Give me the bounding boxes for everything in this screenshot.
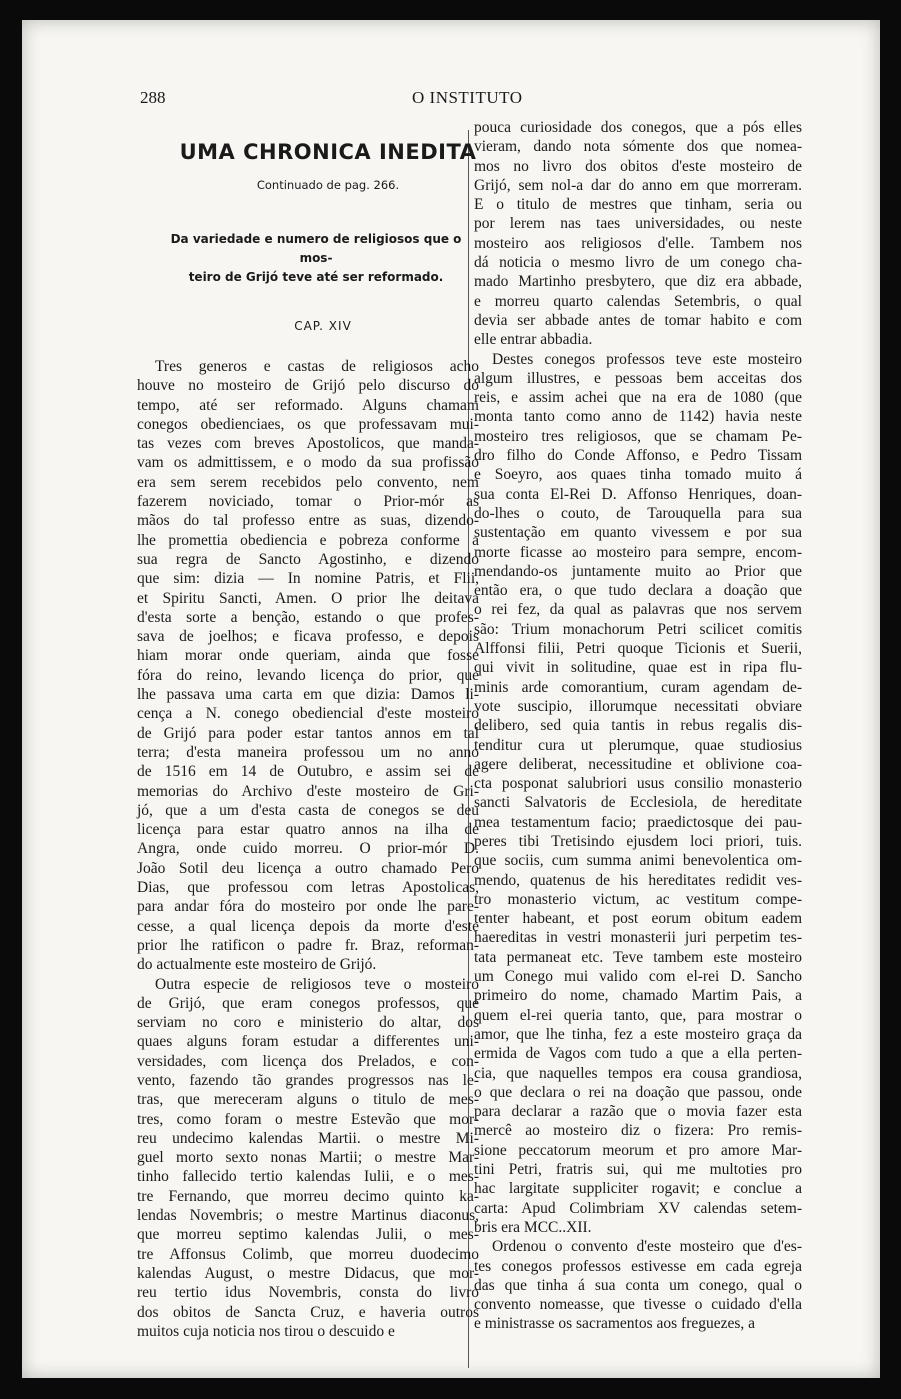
text-line: tempo, até ser reformado. Alguns chamam — [137, 396, 479, 414]
text-line: para declarar a razão que o movia fazer esta — [474, 1103, 802, 1121]
text-line: mercê ao mosteiro diz o fizera: Pro remis- — [474, 1122, 802, 1140]
text-line: tas vezes com breves Apostolicos, que manda- — [137, 435, 479, 453]
text-line: d'esta sorte a benção, estando o que profes- — [137, 608, 479, 626]
text-line: do actualmente este mosteiro de Grijó. — [137, 956, 377, 974]
article-title: UMA CHRONICA INEDITA — [179, 140, 477, 164]
text-line: tinho fallecido tertio kalendas Iulii, e o mes- — [137, 1168, 479, 1186]
text-line: et Spiritu Sancti, Amen. O prior lhe deitava — [137, 589, 479, 607]
text-line: vieram, dando nota sómente dos que nomea- — [474, 138, 802, 156]
text-line: vote suscipio, illorumque necessitati obviare — [474, 697, 802, 715]
text-line: haereditas in vestri monasterii juri perpetim tes- — [474, 929, 802, 947]
text-line: então era, o que tudo declara a doação que — [474, 582, 802, 600]
text-line: conegos obedienciaes, os que professavam mui- — [137, 415, 479, 433]
text-line: mos no livro dos obitos d'este mosteiro de — [474, 157, 802, 175]
text-line: reis, e assim achei que na era de 1080 (que — [474, 389, 802, 407]
text-line: lendas Novembris; o mestre Martinus diaconus, — [137, 1207, 479, 1225]
text-line: cença a N. conego obediencial d'este mosteiro — [137, 705, 479, 723]
right-paragraph-3 — [474, 1237, 802, 1333]
text-line: cta posponat salubriori usus consilio monasterio — [474, 775, 802, 793]
text-line: minis arde comorantium, curam agendam de- — [474, 678, 802, 696]
text-line: terra; d'esta maneira professou um no anno — [137, 743, 479, 761]
right-paragraph-1 — [474, 118, 802, 350]
text-line: era sem serem recebidos pelo convento, nem — [137, 473, 479, 491]
text-line: tenter habeant, et post eorum obitum eadem — [474, 910, 802, 928]
text-line: agere deliberat, necessitudine et oblivione coa- — [474, 755, 802, 773]
text-line: o rei fez, da qual as palavras que nos servem — [474, 601, 802, 619]
left-column — [137, 128, 479, 1341]
text-line: Dias, que professou com letras Apostolicas, — [137, 879, 479, 897]
text-line: tes conegos professos estivesse em cada egreja — [474, 1257, 802, 1275]
text-line: Grijó, sem nol-a dar do anno em que morreram. — [474, 176, 802, 194]
text-line: Ordenou o convento d'este mosteiro que d'es- — [492, 1238, 802, 1256]
text-line: e Soeyro, aos quaes tinha tomado muito á — [474, 466, 802, 484]
text-line: devia ser abbade antes de tomar habito e com — [474, 311, 802, 329]
text-line: Tres generos e castas de religiosos acho — [155, 358, 479, 375]
journal-title: O INSTITUTO — [412, 88, 523, 107]
continued-note: Continuado de pag. 266. — [256, 178, 400, 192]
text-line: mosteiro tres religiosos, que se chamam Pe- — [474, 427, 802, 445]
text-line: algum illustres, e pessoas bem acceitas dos — [474, 369, 802, 387]
text-line: quem el-rei queria tanto, que, para mostrar o — [474, 1006, 802, 1024]
text-line: E o titulo de mestres que tinham, seria ou — [474, 196, 802, 214]
text-line: qui vivit in solitudine, quae est in ripa flu- — [474, 659, 802, 677]
section-title — [153, 230, 479, 287]
text-line: sione peccatorum meorum et pro amore Mar- — [474, 1141, 802, 1159]
text-line: por lerem nas taes universidades, ou neste — [474, 215, 802, 233]
text-line: morte ficasse ao mosteiro para sempre, encom- — [474, 543, 802, 561]
text-line: primeiro do nome, chamado Martim Pais, a — [474, 987, 802, 1005]
text-line: serviam no coro e ministerio do altar, dos — [137, 1014, 479, 1032]
text-line: Outra especie de religiosos teve o mosteiro — [155, 975, 479, 993]
text-line: o que declara o rei na doação que passou, onde — [474, 1083, 802, 1101]
text-line: cia, que naquelles tempos era cousa grandiosa, — [474, 1064, 802, 1082]
text-line: reu undecimo kalendas Martii. o mestre Mi- — [137, 1129, 479, 1147]
text-line: tras, que mereceram alguns o titulo de mes- — [137, 1091, 479, 1109]
text-line: peres tibi Tretisindo ejusdem loci priori, tuis. — [474, 832, 802, 850]
right-paragraph-2 — [474, 350, 802, 1238]
text-line: licença para estar quatro annos na ilha de — [137, 821, 479, 839]
text-line: que sim: dizia — In nomine Patris, et Flii, — [137, 570, 479, 588]
text-line: e morreu quarto calendas Setembris, o qual — [474, 292, 802, 310]
text-line: de Grijó, que eram conegos professos, que — [137, 994, 479, 1012]
section-title-line: Da variedade e numero de religiosos que o mos- — [170, 232, 462, 265]
text-line: memorias do Archivo d'este mosteiro de Gri- — [137, 782, 479, 800]
text-line: Destes conegos professos teve este mosteiro — [492, 350, 802, 368]
text-line: ermida de Vagos com tudo a que a ella perten- — [474, 1045, 802, 1063]
text-line: amor, que lhe tinha, fez a este mosteiro graça da — [474, 1025, 802, 1043]
text-line: kalendas August, o mestre Didacus, que mor- — [137, 1264, 479, 1282]
text-line: dos obitos de Sancta Cruz, e haveria outros — [137, 1303, 479, 1321]
text-line: um Conego mui valido com el-rei D. Sancho — [474, 968, 802, 986]
text-line: mea testamentum facio; praedictosque dei pau- — [474, 813, 802, 831]
text-line: versidades, com licença dos Prelados, e con- — [137, 1052, 479, 1070]
page-number: 288 — [140, 88, 166, 107]
section-title-line: teiro de Grijó teve até ser reformado. — [188, 270, 444, 284]
text-line: tata permaneat etc. Teve tambem este mosteiro — [474, 948, 802, 966]
text-line: delibero, sed quia tantis in rebus regalis dis- — [474, 717, 802, 735]
text-line: dro filho do Conde Affonso, e Pedro Tissam — [474, 447, 802, 465]
text-line: que morreu septimo kalendas Julii, o mes- — [137, 1226, 479, 1244]
text-line: tini Petri, fratris sui, qui me multoties pro — [474, 1161, 802, 1179]
text-line: sava de joelhos; e ficava professo, e depois — [137, 628, 479, 646]
text-line: vam os admittissem, e o modo da sua profissão — [137, 454, 479, 472]
text-line: houve no mosteiro de Grijó pelo discurso do — [137, 377, 479, 395]
text-line: do-lhes o couto, de Tarouquella para sua — [474, 504, 802, 522]
text-line: das que tinha á sua conta um conego, qual o — [474, 1276, 802, 1294]
running-head — [22, 88, 880, 112]
text-line: hac largitate suppliciter rogavit; e conclue a — [474, 1180, 802, 1198]
text-line: Angra, onde cuido morreu. O prior-mór D. — [137, 840, 479, 858]
text-line: quaes alguns foram estudar a differentes uni- — [137, 1033, 479, 1051]
text-line: tre Affonsus Colimb, que morreu duodecimo — [137, 1245, 479, 1263]
text-line: sua regra de Sancto Agostinho, e dizendo — [137, 550, 479, 568]
text-line: guel morto sexto nonas Martii; o mestre Mar- — [137, 1149, 479, 1167]
text-line: sustentação em quanto vivessem e por sua — [474, 524, 802, 542]
text-line: sua conta El-Rei D. Affonso Henriques, doan- — [474, 485, 802, 503]
chapter-heading: CAP. XIV — [294, 319, 352, 333]
text-line: cesse, a qual licença depois da morte d'este — [137, 917, 479, 935]
text-line: sancti Salvatoris de Ecclesiola, de hereditate — [474, 794, 802, 812]
text-line: de Grijó para poder estar tantos annos em tal — [137, 724, 479, 742]
text-line: vento, fazendo tão grandes progressos nas le- — [137, 1071, 479, 1089]
text-line: de 1516 em 14 de Outubro, e assim sei de — [137, 763, 479, 781]
text-line: mendando-os juntamente muito ao Prior que — [474, 562, 802, 580]
text-line: hiam morar onde queriam, ainda que fosse — [137, 647, 479, 665]
document-page — [22, 20, 880, 1378]
text-line: que sociis, cum summa animi benevolentica om- — [474, 852, 802, 870]
text-line: elle entrar abbadia. — [474, 331, 593, 349]
text-line: bris era MCC..XII. — [474, 1218, 592, 1236]
text-line: para andar fóra do mosteiro por onde lhe pare- — [137, 898, 479, 916]
text-line: mosteiro aos religiosos d'elle. Tambem nos — [474, 234, 802, 252]
text-line: monta tanto como anno de 1142) havia neste — [474, 408, 802, 426]
text-line: prior lhe ratificon o padre fr. Braz, reforman- — [137, 936, 479, 954]
text-line: convento nomeasse, que tivesse o cuidado d'ella — [474, 1296, 802, 1314]
text-line: jó, que a um d'esta casta de conegos se deu — [137, 801, 479, 819]
text-line: lhe promettia obediencia e pobreza conforme a — [137, 531, 479, 549]
left-paragraph-2 — [137, 975, 479, 1342]
text-line: tre Fernando, que morreu decimo quinto ka- — [137, 1187, 479, 1205]
text-line: João Sotil deu licença a outro chamado Pero — [137, 859, 479, 877]
text-line: são: Trium monachorum Petri scilicet comitis — [474, 620, 802, 638]
text-line: lhe passava uma carta em que dizia: Damos li- — [137, 686, 479, 704]
text-line: tenditur cura ut plerumque, quae studiosius — [474, 736, 802, 754]
left-paragraph-1 — [137, 357, 479, 975]
text-line: pouca curiosidade dos conegos, que a pós elles — [474, 119, 802, 136]
text-line: carta: Apud Colimbriam XV calendas setem- — [474, 1199, 802, 1217]
text-line: muitos cuja noticia nos tirou o descuido e — [137, 1322, 395, 1340]
text-line: e ministrasse os sacramentos aos freguezes, a — [474, 1315, 756, 1333]
text-line: mendo, quatenus de his hereditates redidit ves- — [474, 871, 802, 889]
text-line: Alffonsi filii, Petri quoque Ticionis et Suerii, — [474, 640, 802, 658]
text-line: dá noticia o mesmo livro de um conego cha- — [474, 254, 802, 272]
text-line: reu tertio idus Novembris, consta do livro — [137, 1284, 479, 1302]
text-line: mado Martinho presbytero, que diz era abbade, — [474, 273, 802, 291]
text-line: tres, como foram o mestre Estevão que mor- — [137, 1110, 479, 1128]
text-line: fóra do reino, levando licença do prior, que — [137, 666, 479, 684]
right-column — [474, 118, 802, 1334]
text-line: mãos do tal professo entre as suas, dizendo- — [137, 512, 479, 530]
text-line: fazerem noviciado, tomar o Prior-mór as — [137, 493, 479, 511]
text-line: tro monasterio victum, ac vestitum compe- — [474, 890, 802, 908]
